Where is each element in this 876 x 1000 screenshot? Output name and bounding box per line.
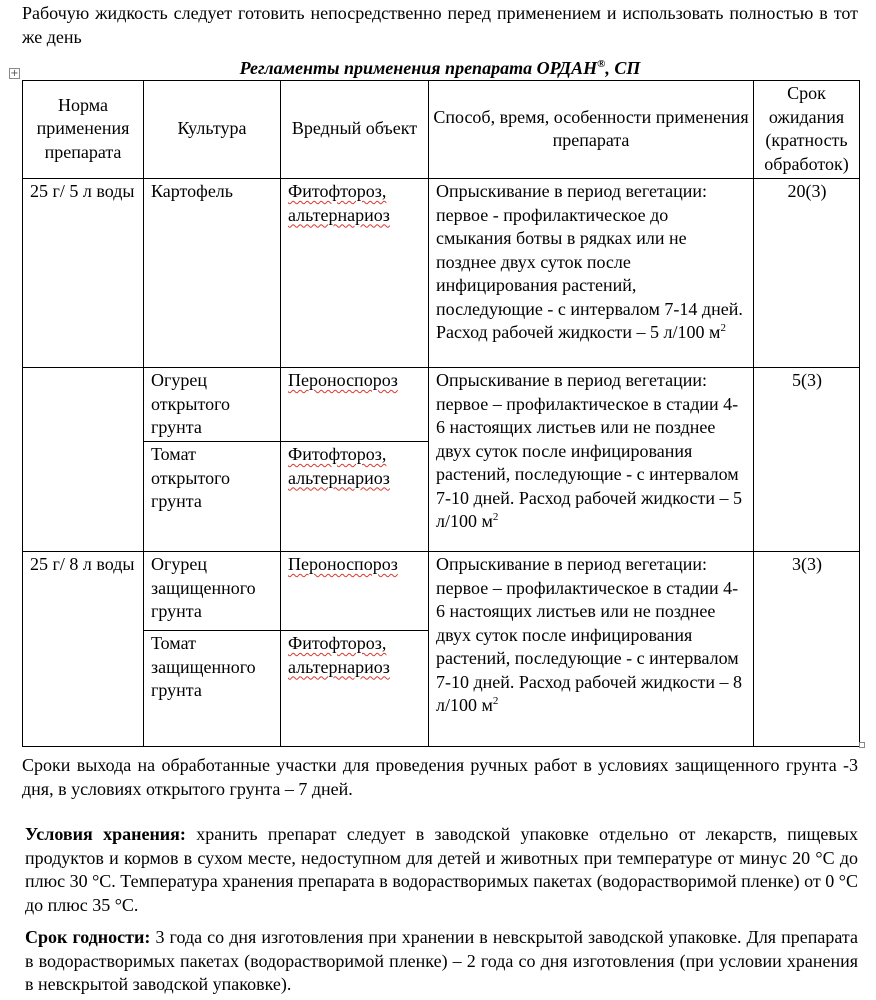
caption-registered-mark: ® — [597, 58, 606, 70]
method-superscript: 2 — [492, 695, 499, 707]
waiting-period-cell: 3(3) — [754, 552, 860, 747]
header-pest: Вредный объект — [281, 81, 429, 179]
storage-conditions-paragraph — [25, 823, 858, 917]
method-cell — [429, 179, 754, 368]
rate-cell: 25 г/ 5 л воды — [23, 179, 144, 368]
header-waiting-period: Срок ожидания (кратность обработок) — [754, 81, 860, 179]
pest-text: Пероноспороз — [288, 370, 398, 390]
header-crop: Культура — [144, 81, 281, 179]
waiting-period-cell: 5(3) — [754, 368, 860, 552]
crop-cell: Огурец открытого грунта — [144, 368, 281, 442]
shelf-text: 3 года со дня изготовления при хранении в невскрытой заводской упаковке. Для препарата в водорастворимых пакетах (водорастворимой пленке) – 2 года со дня изготовления (при условии хранения в невскрытой заводской упаковке). — [25, 927, 859, 994]
pest-text: Фитофтороз, альтернариоз — [288, 181, 390, 225]
method-cell — [429, 368, 754, 552]
table-caption — [22, 57, 858, 81]
pest-cell — [281, 631, 429, 747]
header-method: Способ, время, особенности применения препарата — [429, 81, 754, 179]
table-header-row — [23, 81, 860, 179]
pest-text: Фитофтороз, альтернариоз — [288, 444, 390, 488]
pest-cell — [281, 179, 429, 368]
shelf-life-paragraph — [25, 926, 858, 997]
method-text: Опрыскивание в период вегетации: первое - профилактическое до смыкания ботвы в рядках или не позднее двух суток после инфицирования растений, последующие - с интервалом 7-14 дней. Расход рабочей жидкости – 5 л/100 м — [436, 181, 743, 342]
table-row — [23, 552, 860, 631]
header-rate: Норма применения препарата — [23, 81, 144, 179]
waiting-period-cell: 20(3) — [754, 179, 860, 368]
reentry-paragraph: Сроки выхода на обработанные участки для проведения ручных работ в условиях защищенного грунта -3 дня, в условиях открытого грунта – 7 дней. — [22, 755, 858, 799]
shelf-label: Срок годности: — [25, 927, 151, 947]
pest-text: Фитофтороз, альтернариоз — [288, 633, 390, 677]
pest-cell — [281, 552, 429, 631]
storage-label: Условия хранения: — [25, 824, 186, 844]
pest-cell — [281, 368, 429, 442]
method-text: Опрыскивание в период вегетации: первое – профилактическое в стадии 4-6 настоящих листьев или не позднее двух суток после инфицирования растений, последующие - с интервалом 7-10 дней. Расход рабочей жидкости – 8 л/100 м — [436, 554, 742, 715]
caption-suffix: , СП — [605, 58, 641, 78]
caption-title: Регламенты применения препарата ОРДАН — [239, 58, 598, 78]
crop-cell: Томат защищенного грунта — [144, 631, 281, 747]
intro-paragraph: Рабочую жидкость следует готовить непосредственно перед применением и использовать полностью в тот же день — [22, 3, 858, 47]
pest-cell — [281, 442, 429, 552]
storage-text: хранить препарат следует в заводской упаковке отдельно от лекарств, пищевых продуктов и кормов в сухом месте, недоступном для детей и животных при температуре от минус 20 °С до плюс 30 °С. Температура хранения препарата в водорастворимых пакетах (водорастворимой пленке) от 0 °С до плюс 35 °С. — [25, 824, 858, 915]
application-regulations-table — [22, 80, 860, 747]
table-row — [23, 368, 860, 442]
method-text: Опрыскивание в период вегетации: первое – профилактическое в стадии 4-6 настоящих листьев или не позднее двух суток после инфицирования растений, последующие - с интервалом 7-10 дней. Расход рабочей жидкости – 5 л/100 м — [436, 370, 742, 531]
rate-cell-empty — [23, 368, 144, 552]
table-move-handle-icon[interactable]: + — [10, 68, 19, 79]
pest-text: Пероноспороз — [288, 554, 398, 574]
rate-cell: 25 г/ 8 л воды — [23, 552, 144, 747]
method-superscript: 2 — [720, 322, 726, 334]
method-cell — [429, 552, 754, 747]
crop-cell: Огурец защищенного грунта — [144, 552, 281, 631]
crop-cell: Томат открытого грунта — [144, 442, 281, 552]
table-resize-handle-icon[interactable] — [859, 742, 865, 748]
method-superscript: 2 — [492, 511, 499, 523]
crop-cell: Картофель — [144, 179, 281, 368]
table-row — [23, 179, 860, 368]
